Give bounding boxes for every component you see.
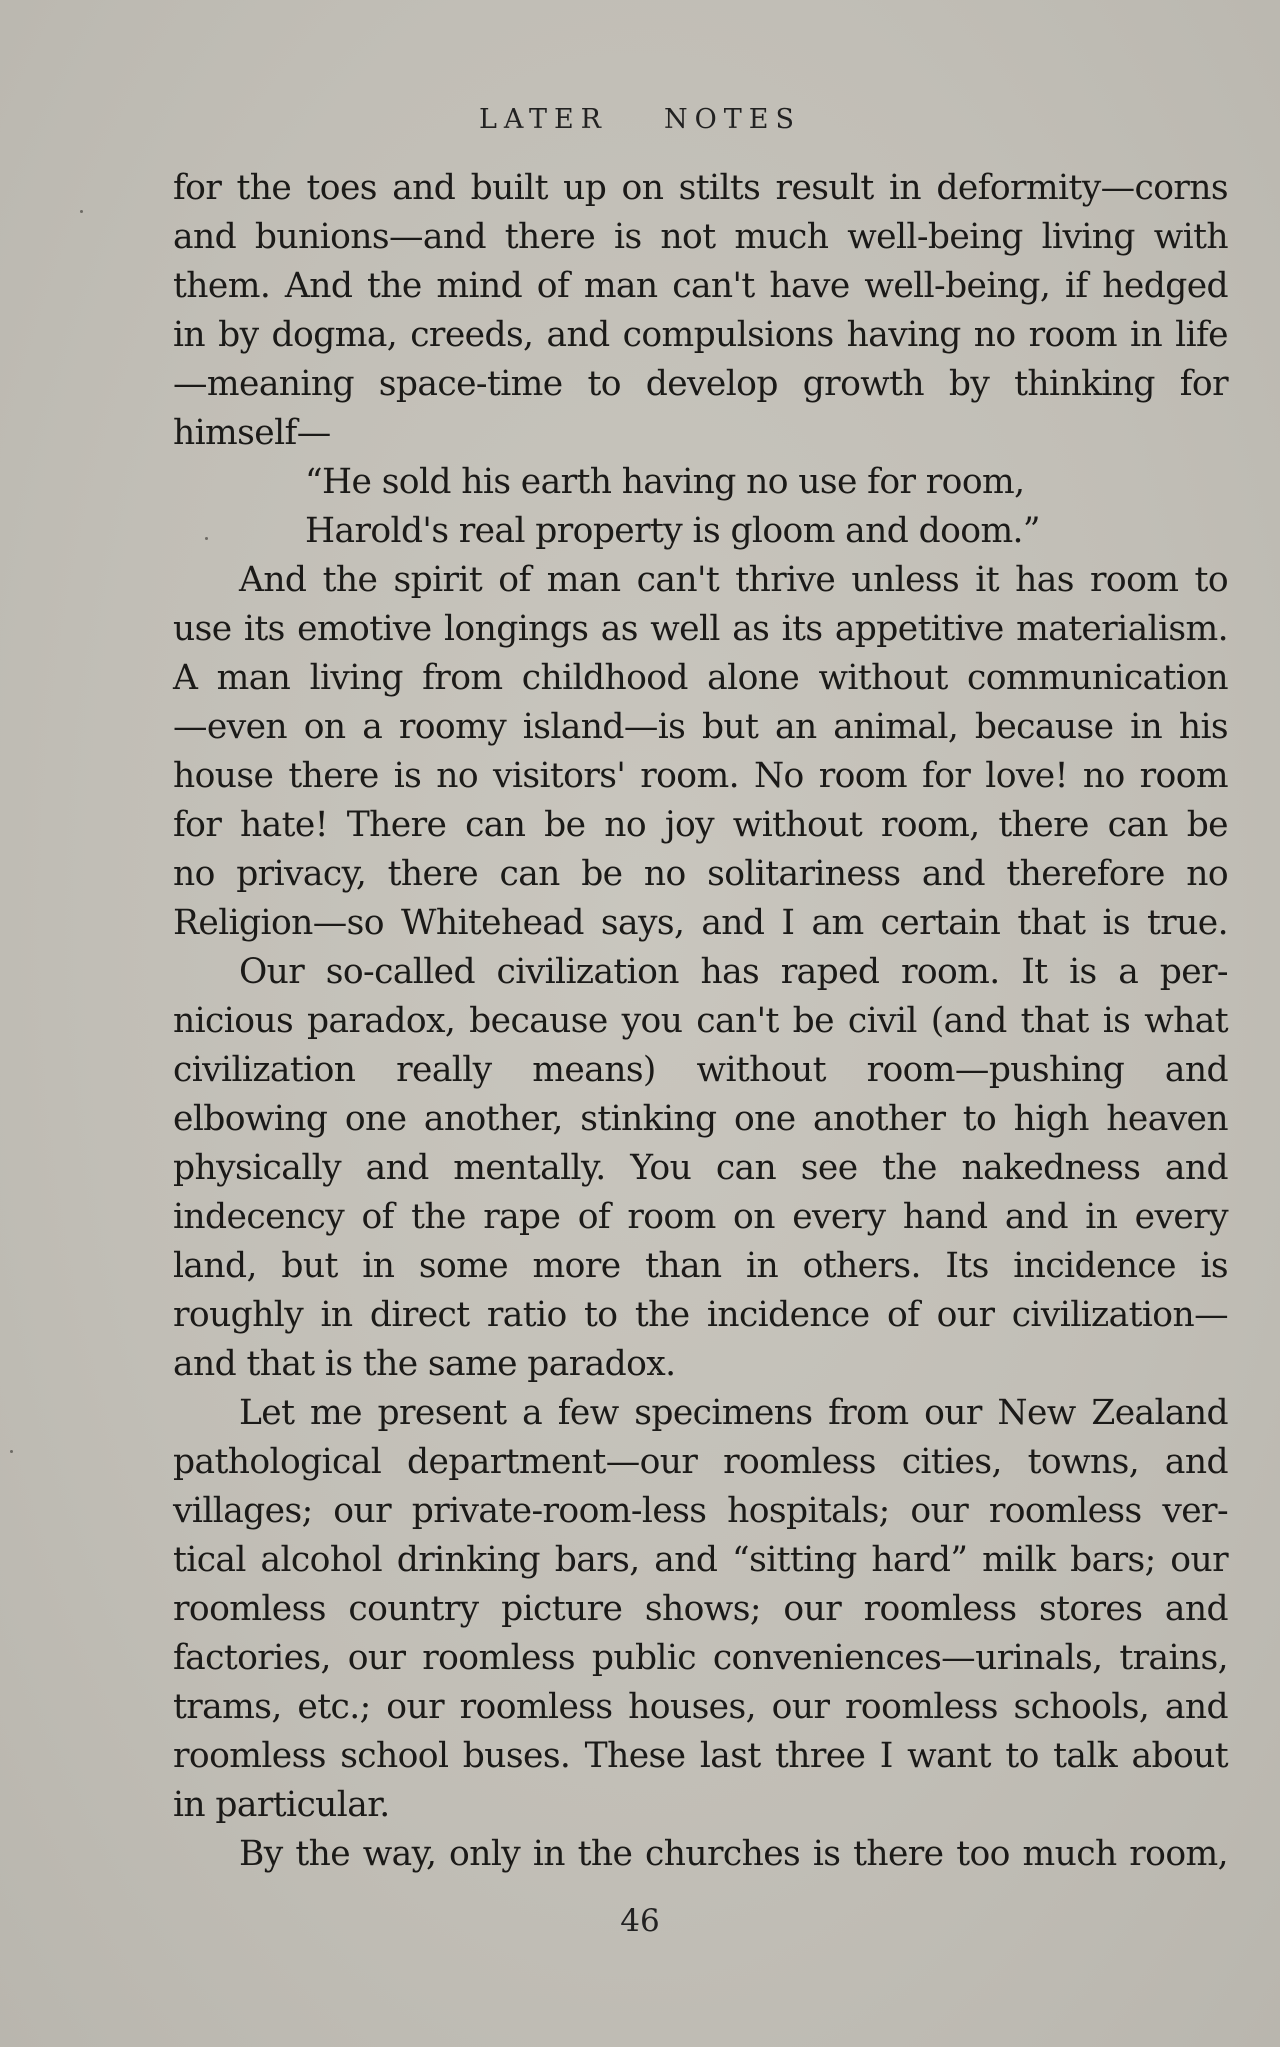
paragraph-first-line: Our so-called civilization has raped room. It is a per- bbox=[239, 952, 1228, 992]
text-line: civilization really means) without room—pushing and bbox=[173, 1050, 1228, 1090]
text-line: and bunions—and there is not much well-being living with bbox=[173, 217, 1228, 257]
text-line: —even on a roomy island—is but an animal, because in his bbox=[173, 707, 1228, 747]
text-line: for hate! There can be no joy without room, there can be bbox=[173, 805, 1228, 845]
text-line: A man living from childhood alone without communication bbox=[173, 658, 1228, 698]
text-line: roomless country picture shows; our roomless stores and bbox=[173, 1589, 1228, 1629]
body-text bbox=[173, 164, 1228, 1879]
verse-line: “He sold his earth having no use for room, bbox=[305, 462, 1025, 502]
text-line: and that is the same paradox. bbox=[173, 1344, 676, 1384]
text-line: roomless school buses. These last three I want to talk about bbox=[173, 1736, 1228, 1776]
text-line: use its emotive longings as well as its appetitive materialism. bbox=[173, 609, 1228, 649]
text-line: in particular. bbox=[173, 1785, 390, 1825]
text-line: elbowing one another, stinking one another to high heaven bbox=[173, 1099, 1228, 1139]
text-line: house there is no visitors' room. No room for love! no room bbox=[173, 756, 1228, 796]
paper-speck bbox=[80, 210, 83, 213]
text-line: physically and mentally. You can see the nakedness and bbox=[173, 1148, 1228, 1188]
text-line: Religion—so Whitehead says, and I am certain that is true. bbox=[173, 903, 1228, 943]
text-line: himself— bbox=[173, 413, 331, 453]
text-line: factories, our roomless public conveniences—urinals, trains, bbox=[173, 1638, 1228, 1678]
text-line: them. And the mind of man can't have well-being, if hedged bbox=[173, 266, 1228, 306]
running-head bbox=[0, 104, 1280, 135]
paragraph-first-line: Let me present a few specimens from our New Zealand bbox=[239, 1393, 1228, 1433]
paper-speck bbox=[10, 1450, 13, 1453]
verse-line: Harold's real property is gloom and doom.” bbox=[305, 511, 1040, 551]
text-line: pathological department—our roomless cities, towns, and bbox=[173, 1442, 1228, 1482]
text-line: tical alcohol drinking bars, and “sitting hard” milk bars; our bbox=[173, 1540, 1228, 1580]
text-line: —meaning space-time to develop growth by thinking for bbox=[173, 364, 1228, 404]
text-line: nicious paradox, because you can't be civil (and that is what bbox=[173, 1001, 1228, 1041]
running-head-word-2: NOTES bbox=[664, 104, 801, 135]
text-line: indecency of the rape of room on every hand and in every bbox=[173, 1197, 1228, 1237]
text-line: no privacy, there can be no solitariness and therefore no bbox=[173, 854, 1228, 894]
text-line: villages; our private-room-less hospitals; our roomless ver- bbox=[173, 1491, 1228, 1531]
text-line: trams, etc.; our roomless houses, our roomless schools, and bbox=[173, 1687, 1228, 1727]
text-line: for the toes and built up on stilts result in deformity—corns bbox=[173, 168, 1228, 208]
text-line: in by dogma, creeds, and compulsions having no room in life bbox=[173, 315, 1228, 355]
page-number: 46 bbox=[620, 1903, 660, 1939]
paragraph-first-line: And the spirit of man can't thrive unless it has room to bbox=[239, 560, 1228, 600]
running-head-word-1: LATER bbox=[479, 104, 608, 135]
text-line: roughly in direct ratio to the incidence of our civilization— bbox=[173, 1295, 1228, 1335]
paragraph-first-line: By the way, only in the churches is there too much room, bbox=[239, 1834, 1228, 1874]
text-line: land, but in some more than in others. Its incidence is bbox=[173, 1246, 1228, 1286]
paper-speck bbox=[205, 537, 208, 540]
